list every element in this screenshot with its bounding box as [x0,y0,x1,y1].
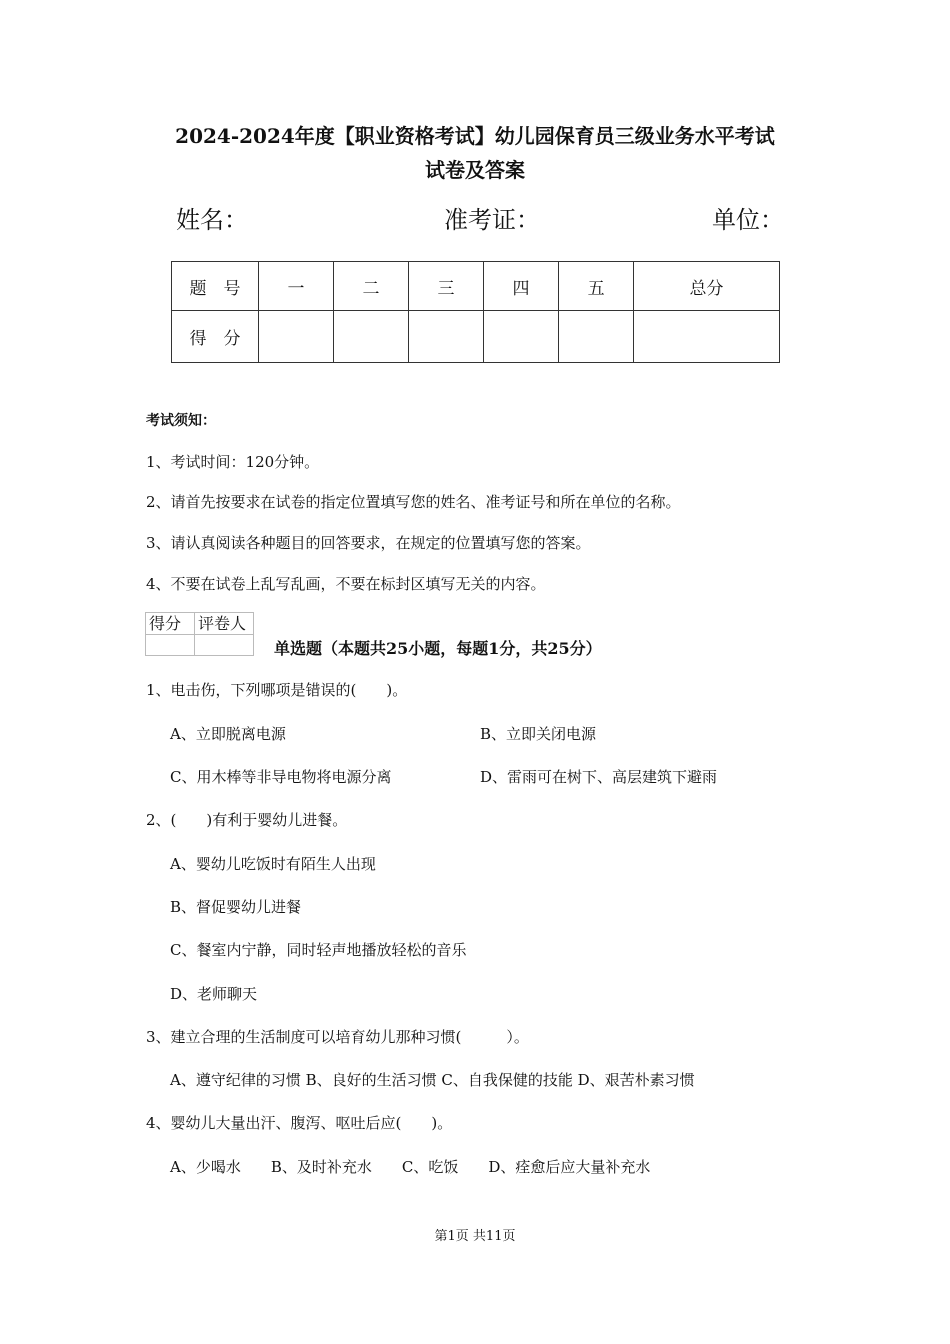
question-option: D、老师聊天 [170,985,258,1003]
notice-item: 1、考试时间：120分钟。 [146,453,320,471]
score-table-score-row [172,311,780,363]
ticket-number-label: 准考证： [444,206,540,234]
score-table-header-cell: 五 [559,262,634,311]
score-cell [634,311,780,363]
question-option: B、立即关闭电源 [480,725,597,743]
score-table-header-cell: 三 [409,262,484,311]
question-option: A、婴幼儿吃饭时有陌生人出现 [170,855,376,873]
score-cell [409,311,484,363]
score-table-header-cell: 题 号 [172,262,259,311]
document-title-line1: 2024-2024年度【职业资格考试】幼儿园保育员三级业务水平考试 [175,124,775,148]
question-options-line: A、遵守纪律的习惯 B、良好的生活习惯 C、自我保健的技能 D、艰苦朴素习惯 [170,1071,695,1089]
score-table-header-cell: 一 [259,262,334,311]
score-table [171,261,780,363]
score-table-header-row [172,262,780,311]
score-table-header-cell: 二 [334,262,409,311]
question-option: C、餐室内宁静，同时轻声地播放轻松的音乐 [170,941,467,959]
notice-item: 3、请认真阅读各种题目的回答要求，在规定的位置填写您的答案。 [146,534,591,552]
question-option: B、督促婴幼儿进餐 [170,898,302,916]
question-stem: 2、( )有利于婴幼儿进餐。 [146,811,348,829]
score-cell [259,311,334,363]
grader-name-cell [195,635,254,656]
score-cell [559,311,634,363]
question-option: D、雷雨可在树下、高层建筑下避雨 [480,768,718,786]
notice-title: 考试须知： [146,413,216,429]
grader-score-label: 得分 [146,613,195,635]
question-option: C、用木棒等非导电物将电源分离 [170,768,392,786]
section-title: 单选题（本题共25小题，每题1分，共25分） [274,639,602,658]
score-row-label: 得 分 [172,311,259,363]
question-stem: 3、建立合理的生活制度可以培育幼儿那种习惯( ）。 [146,1028,529,1046]
question-stem: 1、电击伤，下列哪项是错误的( )。 [146,681,408,699]
unit-label: 单位： [712,206,784,234]
notice-item: 2、请首先按要求在试卷的指定位置填写您的姓名、准考证号和所在单位的名称。 [146,493,681,511]
grader-name-label: 评卷人 [195,613,254,635]
question-options-line: A、少喝水 B、及时补充水 C、吃饭 D、痊愈后应大量补充水 [170,1158,651,1176]
question-stem: 4、婴幼儿大量出汗、腹泻、呕吐后应( )。 [146,1114,453,1132]
grader-score-cell [146,635,195,656]
score-table-header-cell: 总分 [634,262,780,311]
score-cell [334,311,409,363]
notice-item: 4、不要在试卷上乱写乱画，不要在标封区填写无关的内容。 [146,575,546,593]
page-footer: 第1页 共11页 [434,1229,516,1244]
document-title-line2: 试卷及答案 [425,158,525,182]
score-table-header-cell: 四 [484,262,559,311]
grader-box [145,612,254,656]
score-cell [484,311,559,363]
name-label: 姓名： [176,206,248,234]
question-option: A、立即脱离电源 [170,725,286,743]
